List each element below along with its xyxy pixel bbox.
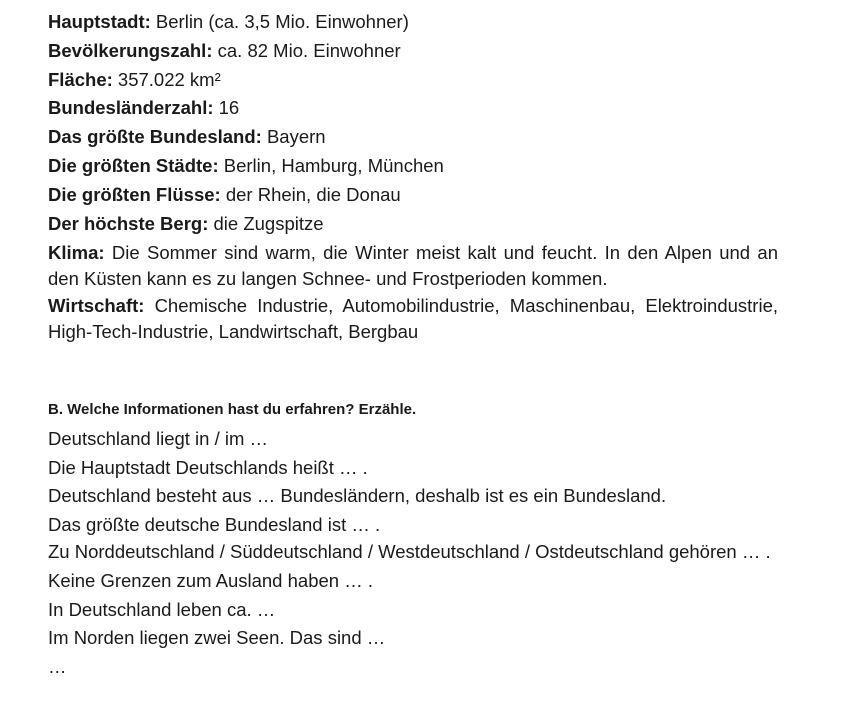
exercise-section-b xyxy=(48,397,808,681)
prompt-line: Zu Norddeutschland / Süddeutschland / Westdeutschland / Ostdeutschland gehören … . xyxy=(48,541,771,562)
fact-value: 16 xyxy=(218,97,240,119)
prompt-line: … xyxy=(48,655,67,677)
fact-largest-state xyxy=(48,123,778,152)
fact-population xyxy=(48,37,778,66)
facts-list xyxy=(48,8,778,344)
fact-states-count xyxy=(48,94,778,123)
fact-label: Die größten Flüsse: xyxy=(48,183,221,205)
fact-economy xyxy=(48,293,778,344)
prompt-line: Keine Grenzen zum Ausland haben … . xyxy=(48,570,373,591)
fact-value: der Rhein, die Donau xyxy=(225,183,401,205)
fact-value: Die Sommer sind warm, die Winter meist kalt und feucht. In den Alpen und an den Küsten kann es zu langen Schnee- und Frostperioden kommen. xyxy=(48,242,779,289)
fact-value: Berlin, Hamburg, München xyxy=(223,154,444,176)
prompt-line: In Deutschland leben ca. … xyxy=(48,598,276,620)
fact-label: Die größten Städte: xyxy=(48,154,219,176)
fact-label: Klima: xyxy=(48,242,105,264)
fact-value: 357.022 km² xyxy=(117,68,221,90)
fact-highest-mountain xyxy=(48,210,778,239)
fact-largest-rivers xyxy=(48,181,778,210)
fact-area xyxy=(48,66,778,95)
fact-value: die Zugspitze xyxy=(213,212,324,234)
prompt-line: Die Hauptstadt Deutschlands heißt … . xyxy=(48,456,368,478)
fact-label: Das größte Bundesland: xyxy=(48,126,262,148)
fact-value: Berlin (ca. 3,5 Mio. Einwohner) xyxy=(155,11,409,32)
fact-value: Bayern xyxy=(266,126,326,148)
fact-label: Bevölkerungszahl: xyxy=(48,39,213,61)
fact-label: Der höchste Berg: xyxy=(48,212,209,234)
prompt-line: Im Norden liegen zwei Seen. Das sind … xyxy=(48,627,386,648)
fact-label: Bundesländerzahl: xyxy=(48,97,214,119)
section-heading: B. Welche Informationen hast du erfahren? Erzähle. xyxy=(48,401,417,418)
fact-value: ca. 82 Mio. Einwohner xyxy=(217,39,401,61)
fact-label: Hauptstadt: xyxy=(48,11,151,32)
fact-climate xyxy=(48,240,778,291)
fact-largest-cities xyxy=(48,152,778,181)
prompt-line: Deutschland liegt in / im … xyxy=(48,428,269,449)
prompt-line: Das größte deutsche Bundesland ist … . xyxy=(48,513,381,535)
fact-value: Chemische Industrie, Automobilindustrie, Maschinenbau, Elektroindustrie, High-Tech-Industrie, Landwirtschaft, Bergbau xyxy=(48,295,779,342)
fact-label: Wirtschaft: xyxy=(48,295,145,317)
fact-label: Fläche: xyxy=(48,68,113,90)
fact-capital xyxy=(48,8,778,37)
prompt-line: Deutschland besteht aus … Bundesländern, deshalb ist es ein Bundesland. xyxy=(48,485,667,506)
